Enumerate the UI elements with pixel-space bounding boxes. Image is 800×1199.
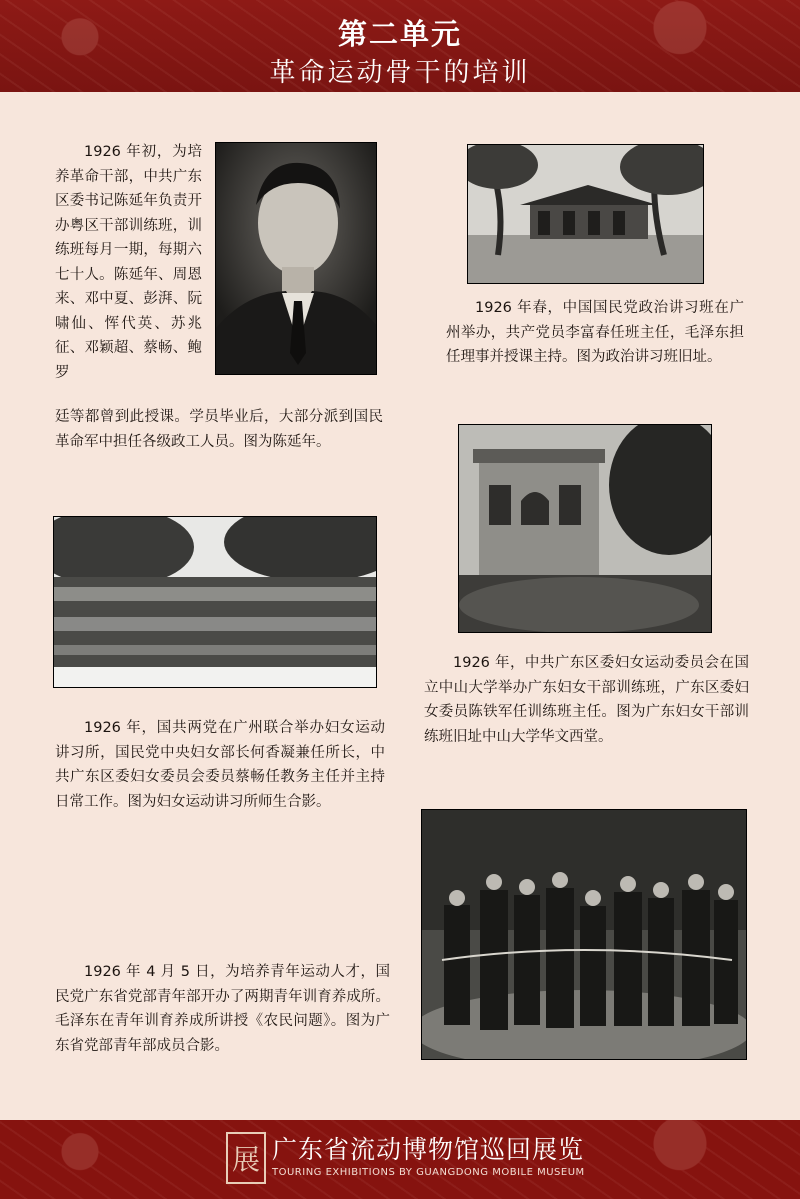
caption-women-cadre-class: 1926 年，中共广东区委妇女运动委员会在国立中山大学举办广东妇女干部训练班，广东区委妇女委员陈铁军任训练班主任。图为广东妇女干部训练班旧址中山大学华文西堂。 (424, 655, 749, 745)
photo-political-class-site (468, 145, 703, 283)
museum-name: 广东省流动博物馆巡回展览 (272, 1135, 585, 1164)
photo-women-institute-group (54, 517, 376, 687)
portrait-photo-chen-yannian (216, 143, 376, 374)
caption-chen-yannian-rest: 廷等都曾到此授课。学员毕业后，大部分派到国民革命军中担任各级政工人员。图为陈延年。 (55, 409, 383, 450)
photo-zhongshan-university-hall (459, 425, 711, 632)
caption-women-institute: 1926 年，国共两党在广州联合举办妇女运动讲习所，国民党中央妇女部长何香凝兼任所长，中共广东区委妇女委员会委员蔡畅任教务主任并主持日常工作。图为妇女运动讲习所师生合影。 (55, 720, 385, 810)
photo-youth-department-group (422, 810, 746, 1059)
caption-youth-institute: 1926 年 4 月 5 日，为培养青年运动人才，国民党广东省党部青年部开办了两期青年训育养成所。毛泽东在青年训育养成所讲授《农民问题》。图为广东省党部青年部成员合影。 (55, 964, 390, 1054)
caption-chen-yannian-wrap: 1926 年初，为培养革命干部，中共广东区委书记陈延年负责开办粤区干部训练班，训练班每月一期，每期六七十人。陈延年、周恩来、邓中夏、彭湃、阮啸仙、恽代英、苏兆征、邓颖超、蔡畅、鲍罗 (55, 144, 202, 381)
museum-logo-icon: 展 (226, 1132, 266, 1184)
header-banner (0, 0, 800, 92)
museum-name-english: TOURING EXHIBITIONS BY GUANGDONG MOBILE MUSEUM (272, 1167, 585, 1178)
unit-subtitle: 革命运动骨干的培训 (269, 58, 531, 88)
footer-banner (0, 1120, 800, 1199)
unit-title: 第二单元 (337, 17, 462, 51)
caption-political-class: 1926 年春，中国国民党政治讲习班在广州举办，共产党员李富春任班主任，毛泽东担任理事并授课主持。图为政治讲习班旧址。 (446, 300, 744, 365)
